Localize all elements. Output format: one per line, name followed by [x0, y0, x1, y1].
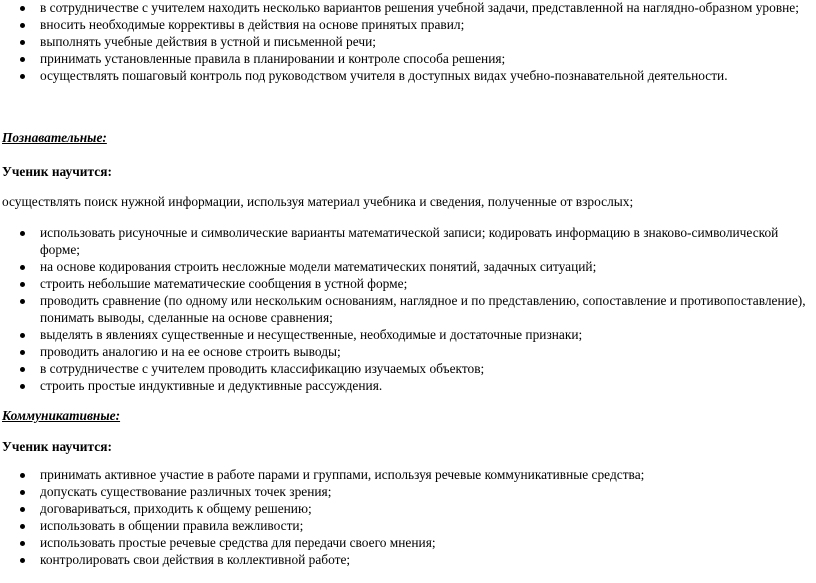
list-item-text: в сотрудничестве с учителем находить несколько вариантов решения учебной задачи, представленной на наглядно-образном уровне; — [40, 0, 799, 15]
list-item-text: допускать существование различных точек зрения; — [40, 484, 332, 499]
bullet-icon — [20, 350, 25, 355]
bullet-icon — [20, 507, 25, 512]
cognitive-learner-label: Ученик научится: — [2, 164, 112, 179]
list-item — [0, 500, 816, 517]
bullet-icon — [20, 74, 25, 79]
list-item — [0, 67, 816, 84]
list-item-text: в сотрудничестве с учителем проводить классификацию изучаемых объектов; — [40, 361, 485, 376]
list-item — [0, 50, 816, 67]
list-item — [0, 292, 816, 326]
bullet-icon — [20, 558, 25, 563]
list-item-text: договариваться, приходить к общему решению; — [40, 501, 312, 516]
regulatory-list — [0, 0, 816, 84]
bullet-icon — [20, 282, 25, 287]
bullet-icon — [20, 333, 25, 338]
list-item — [0, 33, 816, 50]
list-item-text: вносить необходимые коррективы в действия на основе принятых правил; — [40, 17, 465, 32]
list-item — [0, 377, 816, 394]
list-item-text: выделять в явлениях существенные и несущественные, необходимые и достаточные признаки; — [40, 327, 583, 342]
bullet-icon — [20, 57, 25, 62]
list-item — [0, 551, 816, 568]
list-item-text: принимать установленные правила в планировании и контроле способа решения; — [40, 51, 506, 66]
list-item-text: проводить сравнение (по одному или нескольким основаниям, наглядное и по представлению, сопоставление и противопоставление), понимать выводы, сделанные на основе сравнения; — [40, 293, 806, 325]
bullet-icon — [20, 23, 25, 28]
list-item-text: строить небольшие математические сообщения в устной форме; — [40, 276, 408, 291]
cognitive-heading: Познавательные: — [2, 130, 107, 145]
list-item — [0, 16, 816, 33]
list-item-text: принимать активное участие в работе парами и группами, используя речевые коммуникативные средства; — [40, 467, 645, 482]
list-item-text: на основе кодирования строить несложные модели математических понятий, задачных ситуаций; — [40, 259, 597, 274]
list-item — [0, 275, 816, 292]
bullet-icon — [20, 490, 25, 495]
list-item — [0, 326, 816, 343]
list-item-text: использовать рисуночные и символические варианты математической записи; кодировать информацию в знаково-символической форме; — [40, 225, 779, 257]
communicative-heading: Коммуникативные: — [2, 408, 121, 423]
list-item — [0, 343, 816, 360]
list-item — [0, 483, 816, 500]
bullet-icon — [20, 6, 25, 11]
list-item — [0, 224, 816, 258]
bullet-icon — [20, 524, 25, 529]
list-item-text: использовать простые речевые средства для передачи своего мнения; — [40, 535, 436, 550]
list-item-text: осуществлять пошаговый контроль под руководством учителя в доступных видах учебно-познавательной деятельности. — [40, 68, 728, 83]
list-item-text: использовать в общении правила вежливости; — [40, 518, 304, 533]
list-item-text: выполнять учебные действия в устной и письменной речи; — [40, 34, 376, 49]
list-item — [0, 360, 816, 377]
bullet-icon — [20, 40, 25, 45]
list-item-text: строить простые индуктивные и дедуктивные рассуждения. — [40, 378, 383, 393]
bullet-icon — [20, 367, 25, 372]
list-item — [0, 534, 816, 551]
communicative-list — [0, 466, 816, 568]
list-item-text: контролировать свои действия в коллективной работе; — [40, 552, 351, 567]
bullet-icon — [20, 384, 25, 389]
cognitive-intro: осуществлять поиск нужной информации, используя материал учебника и сведения, полученные от взрослых; — [2, 194, 634, 209]
communicative-learner-label: Ученик научится: — [2, 439, 112, 454]
list-item — [0, 517, 816, 534]
bullet-icon — [20, 541, 25, 546]
list-item — [0, 0, 816, 16]
list-item — [0, 466, 816, 483]
cognitive-list — [0, 224, 816, 394]
list-item-text: проводить аналогию и на ее основе строить выводы; — [40, 344, 341, 359]
bullet-icon — [20, 299, 25, 304]
bullet-icon — [20, 231, 25, 236]
bullet-icon — [20, 473, 25, 478]
list-item — [0, 258, 816, 275]
bullet-icon — [20, 265, 25, 270]
